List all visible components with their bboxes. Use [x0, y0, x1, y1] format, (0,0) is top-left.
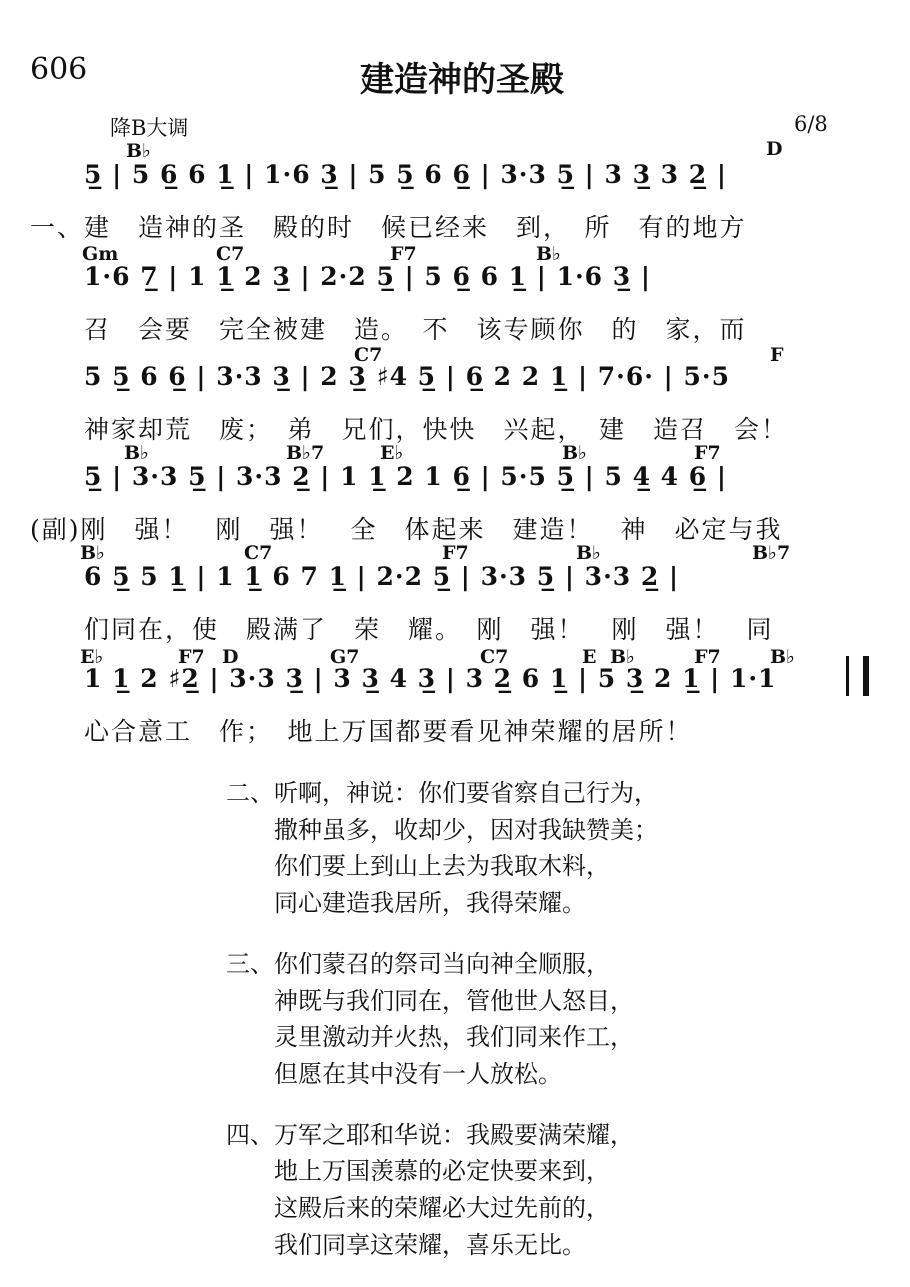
- verse-line: 灵里激动并火热，我们同来作工，: [274, 1023, 634, 1052]
- chord: E♭: [380, 442, 404, 464]
- chord: B♭7: [286, 442, 325, 464]
- chord: G7: [330, 646, 360, 668]
- lyric-line-1: 一、建 造神的圣 殿的时 候已经来 到， 所 有的地方: [30, 213, 747, 242]
- verse-line: 同心建造我居所，我得荣耀。: [274, 889, 586, 918]
- chord: F7: [442, 542, 469, 564]
- lyric-line-6: 心合意工 作； 地上万国都要看见神荣耀的居所！: [30, 717, 693, 746]
- chord: F: [770, 344, 784, 366]
- chord: B♭: [124, 442, 150, 464]
- notation-line-2: 1·6 7̲ | 1 1̲ 2 3̲ | 2·2 5̲ | 5 6̲ 6 1̲ | 1·6 3̲ |: [84, 262, 651, 291]
- hymn-title: 建造神的圣殿: [360, 60, 564, 100]
- verse-line: 我们同享这荣耀，喜乐无比。: [274, 1230, 586, 1259]
- lyric-line-2: 召 会要 完全被建 造。 不 该专顾你 的 家，而: [30, 315, 747, 344]
- hymn-number: 606: [30, 52, 88, 87]
- lyric-line-4: (副)刚 强！ 刚 强！ 全 体起来 建造！ 神 必定与我: [30, 515, 783, 544]
- chord: F7: [694, 442, 721, 464]
- chord: F7: [390, 243, 417, 265]
- chord: E♭: [80, 646, 104, 668]
- verse-line: 万军之耶和华说：我殿要满荣耀，: [274, 1120, 634, 1149]
- notation-line-4: 5̲ | 3·3 5̲ | 3·3 2̲ | 1 1̲ 2 1 6̲ | 5·5 5̲ | 5 4̲ 4 6̲ |: [84, 462, 727, 491]
- verse-line: 听啊，神说：你们要省察自己行为，: [274, 779, 658, 807]
- verse-line: 地上万国羡慕的必定快要来到，: [274, 1157, 610, 1186]
- chord: C7: [244, 542, 273, 564]
- chord: Gm: [82, 243, 119, 265]
- chord: C7: [216, 243, 245, 265]
- verse-line: 但愿在其中没有一人放松。: [274, 1059, 562, 1088]
- chord: B♭: [576, 542, 602, 564]
- verse-line: 你们蒙召的祭司当向神全顺服，: [274, 949, 610, 978]
- verse-line: 神既与我们同在，管他世人怒目，: [274, 986, 634, 1015]
- chord: D: [766, 138, 783, 160]
- verse-2: [226, 775, 658, 922]
- verse-number: 三、: [226, 949, 274, 978]
- final-barline: [846, 656, 869, 696]
- notation-line-6: 1 1̲ 2 ♯2̲ | 3·3 3̲ | 3 3̲ 4 3̲ | 3 2̲ 6 1̲ | 5 3̲ 2 1̲ | 1·1: [84, 664, 777, 693]
- chord: B♭: [80, 542, 106, 564]
- time-signature: 6/8: [794, 112, 828, 136]
- lyric-line-3: 神家却荒 废； 弟 兄们，快快 兴起， 建 造召 会！: [30, 415, 789, 444]
- verse-number: 二、: [226, 779, 274, 807]
- lyric-line-5: 们同在，使 殿满了 荣 耀。 刚 强！ 刚 强！ 同: [30, 615, 774, 644]
- chord: B♭: [770, 646, 796, 668]
- chord: B♭: [536, 243, 562, 265]
- notation-line-3: 5 5̲ 6 6̲ | 3·3 3̲ | 2 3̲ ♯4 5̲ | 6̲ 2 2 1̲ | 7·6· | 5·5: [84, 362, 730, 391]
- chord: B♭: [610, 646, 636, 668]
- chord: C7: [354, 344, 383, 366]
- verse-number: 四、: [226, 1120, 274, 1149]
- verse-line: 撒种虽多，收却少，因对我缺赞美；: [274, 815, 658, 844]
- chord: C7: [480, 646, 509, 668]
- verse-line: 你们要上到山上去为我取木料，: [274, 852, 610, 881]
- notation-line-5: 6 5̲ 5 1̲ | 1 1̲ 6 7 1̲ | 2·2 5̲ | 3·3 5̲ | 3·3 2̲ |: [84, 562, 680, 591]
- chord: B♭7: [752, 542, 791, 564]
- verse-4: [226, 1117, 658, 1264]
- chord: D: [222, 646, 239, 668]
- verse-3: [226, 946, 658, 1093]
- key-signature: 降B大调: [110, 116, 189, 140]
- chord: E: [582, 646, 597, 668]
- chord: B♭: [126, 140, 152, 162]
- verse-line: 这殿后来的荣耀必大过先前的，: [274, 1194, 610, 1223]
- chord: B♭: [562, 442, 588, 464]
- notation-line-1: 5̲ | 5 6̲ 6 1̲ | 1·6 3̲ | 5 5̲ 6 6̲ | 3·3 5̲ | 3 3̲ 3 2̲ |: [84, 160, 727, 189]
- chord: F7: [694, 646, 721, 668]
- chord: F7: [178, 646, 205, 668]
- additional-verses: [226, 775, 658, 1287]
